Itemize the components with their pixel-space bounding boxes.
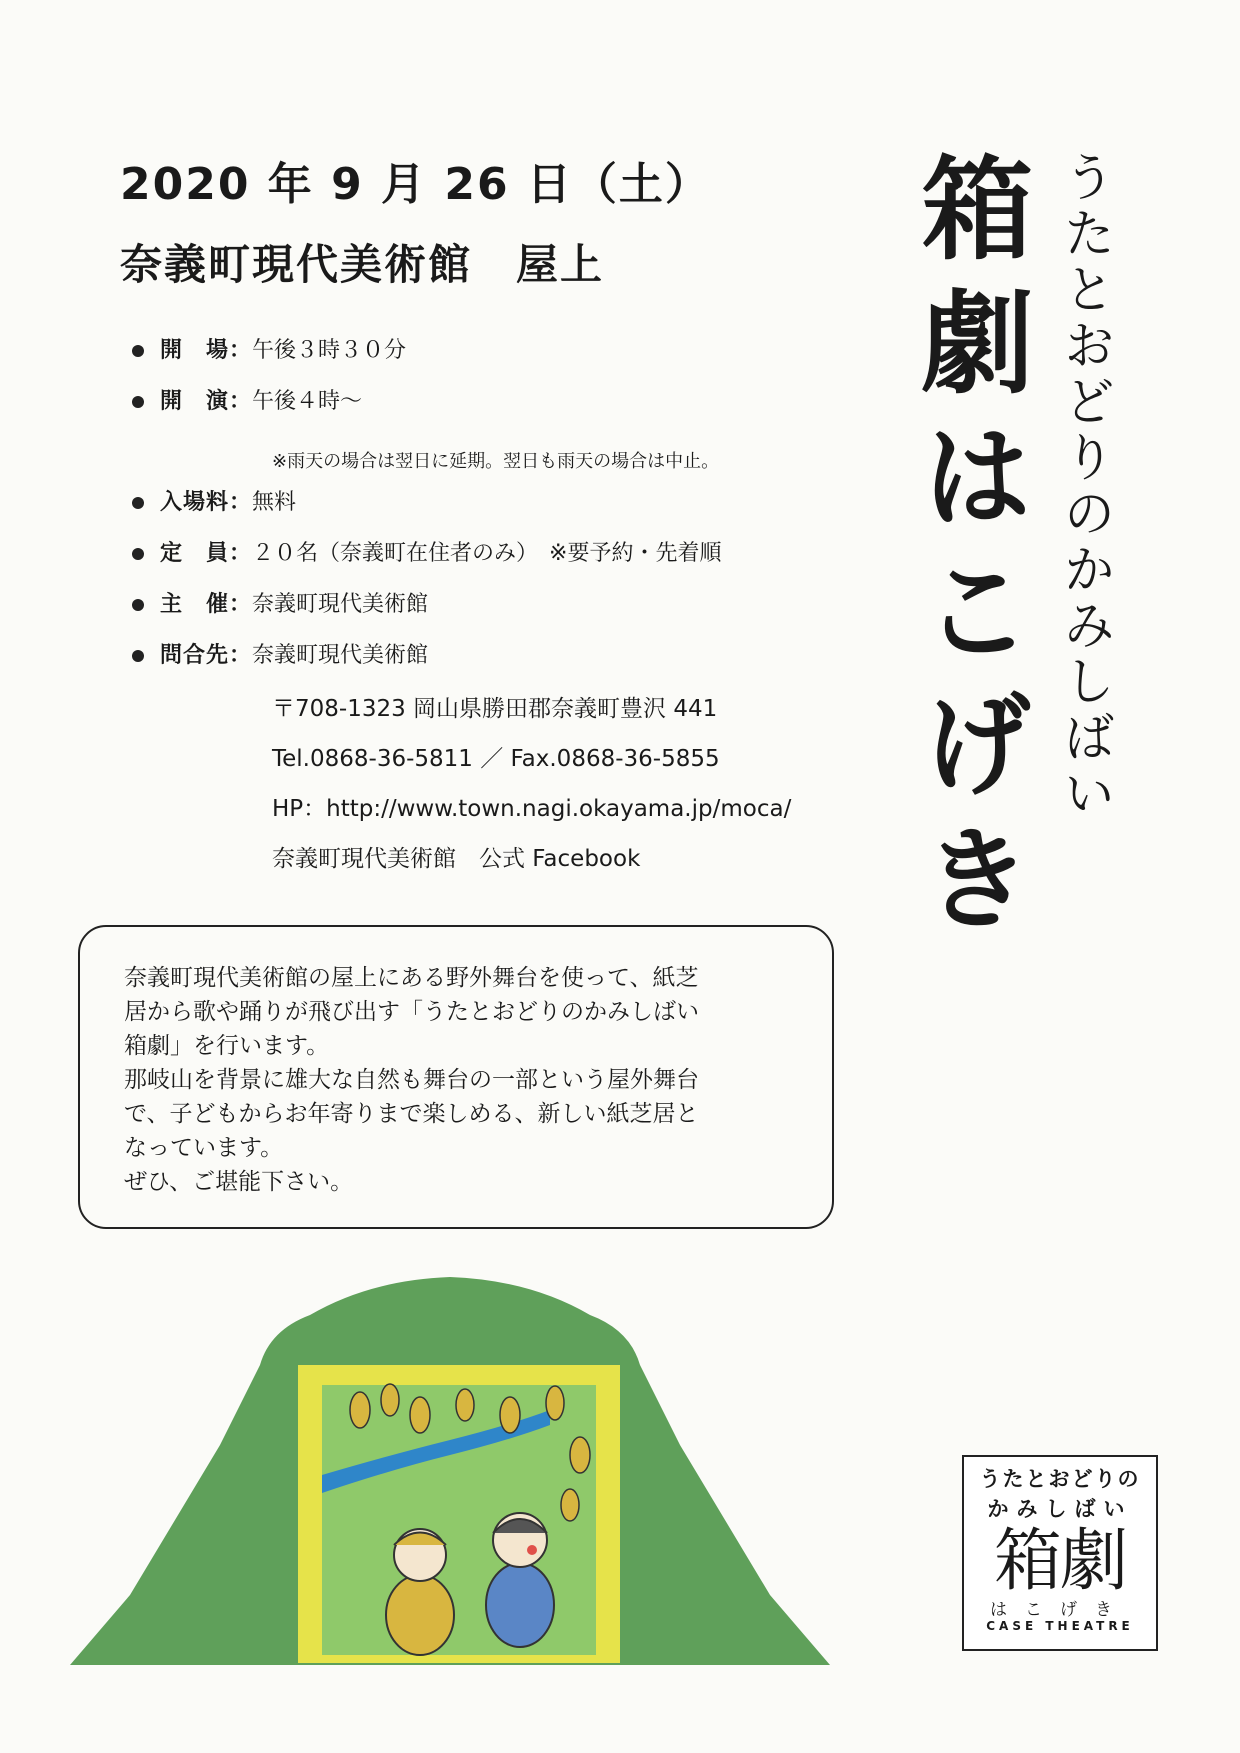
bullet-icon <box>132 650 144 662</box>
detail-start: 開 演：午後４時～ <box>132 384 362 415</box>
detail-inquiry: 問合先：奈義町現代美術館 <box>132 638 428 669</box>
person-blue <box>486 1513 554 1647</box>
stage-illustration <box>70 1275 830 1665</box>
description-line: 那岐山を背景に雄大な自然も舞台の一部という屋外舞台 <box>124 1067 699 1093</box>
sub-title-vertical: うたとおどりのかみしばい <box>1054 150 1114 822</box>
description-line: 奈義町現代美術館の屋上にある野外舞台を使って、紙芝 <box>124 965 699 991</box>
detail-capacity: 定 員：２０名（奈義町在住者のみ） ※要予約・先着順 <box>132 536 721 567</box>
case-theatre-logo: うたとおどりの かみしばい 箱劇 はこげき CASE THEATRE <box>962 1455 1158 1651</box>
contact-address: 〒708-1323 岡山県勝田郡奈義町豊沢 441 <box>272 696 718 722</box>
description-line: 箱劇」を行います。 <box>124 1033 330 1059</box>
event-date: 2020 年 9 月 26 日（土） <box>120 159 711 210</box>
person-yellow <box>386 1529 454 1655</box>
bullet-icon <box>132 548 144 560</box>
description-line: ぜひ、ご堪能下さい。 <box>124 1169 354 1195</box>
bullet-icon <box>132 345 144 357</box>
bullet-icon <box>132 396 144 408</box>
bullet-icon <box>132 599 144 611</box>
contact-facebook[interactable]: 奈義町現代美術館 公式 Facebook <box>272 846 641 872</box>
contact-homepage[interactable]: HP：http://www.town.nagi.okayama.jp/moca/ <box>272 796 792 822</box>
description-line: 居から歌や踊りが飛び出す「うたとおどりのかみしばい <box>124 999 699 1025</box>
detail-open: 開 場：午後３時３０分 <box>132 333 406 364</box>
description-line: で、子どもからお年寄りまで楽しめる、新しい紙芝居と <box>124 1101 699 1127</box>
contact-tel-fax: Tel.0868-36-5811 ／ Fax.0868-36-5855 <box>272 746 720 772</box>
rain-note: ※雨天の場合は翌日に延期。翌日も雨天の場合は中止。 <box>272 451 720 472</box>
description-box <box>78 925 834 1229</box>
event-venue: 奈義町現代美術館 屋上 <box>120 240 605 289</box>
main-title-vertical: 箱劇はこげき <box>903 150 1033 954</box>
bullet-icon <box>132 497 144 509</box>
detail-organizer: 主 催：奈義町現代美術館 <box>132 587 428 618</box>
detail-fee: 入場料：無料 <box>132 485 296 516</box>
description-line: なっています。 <box>124 1135 284 1161</box>
